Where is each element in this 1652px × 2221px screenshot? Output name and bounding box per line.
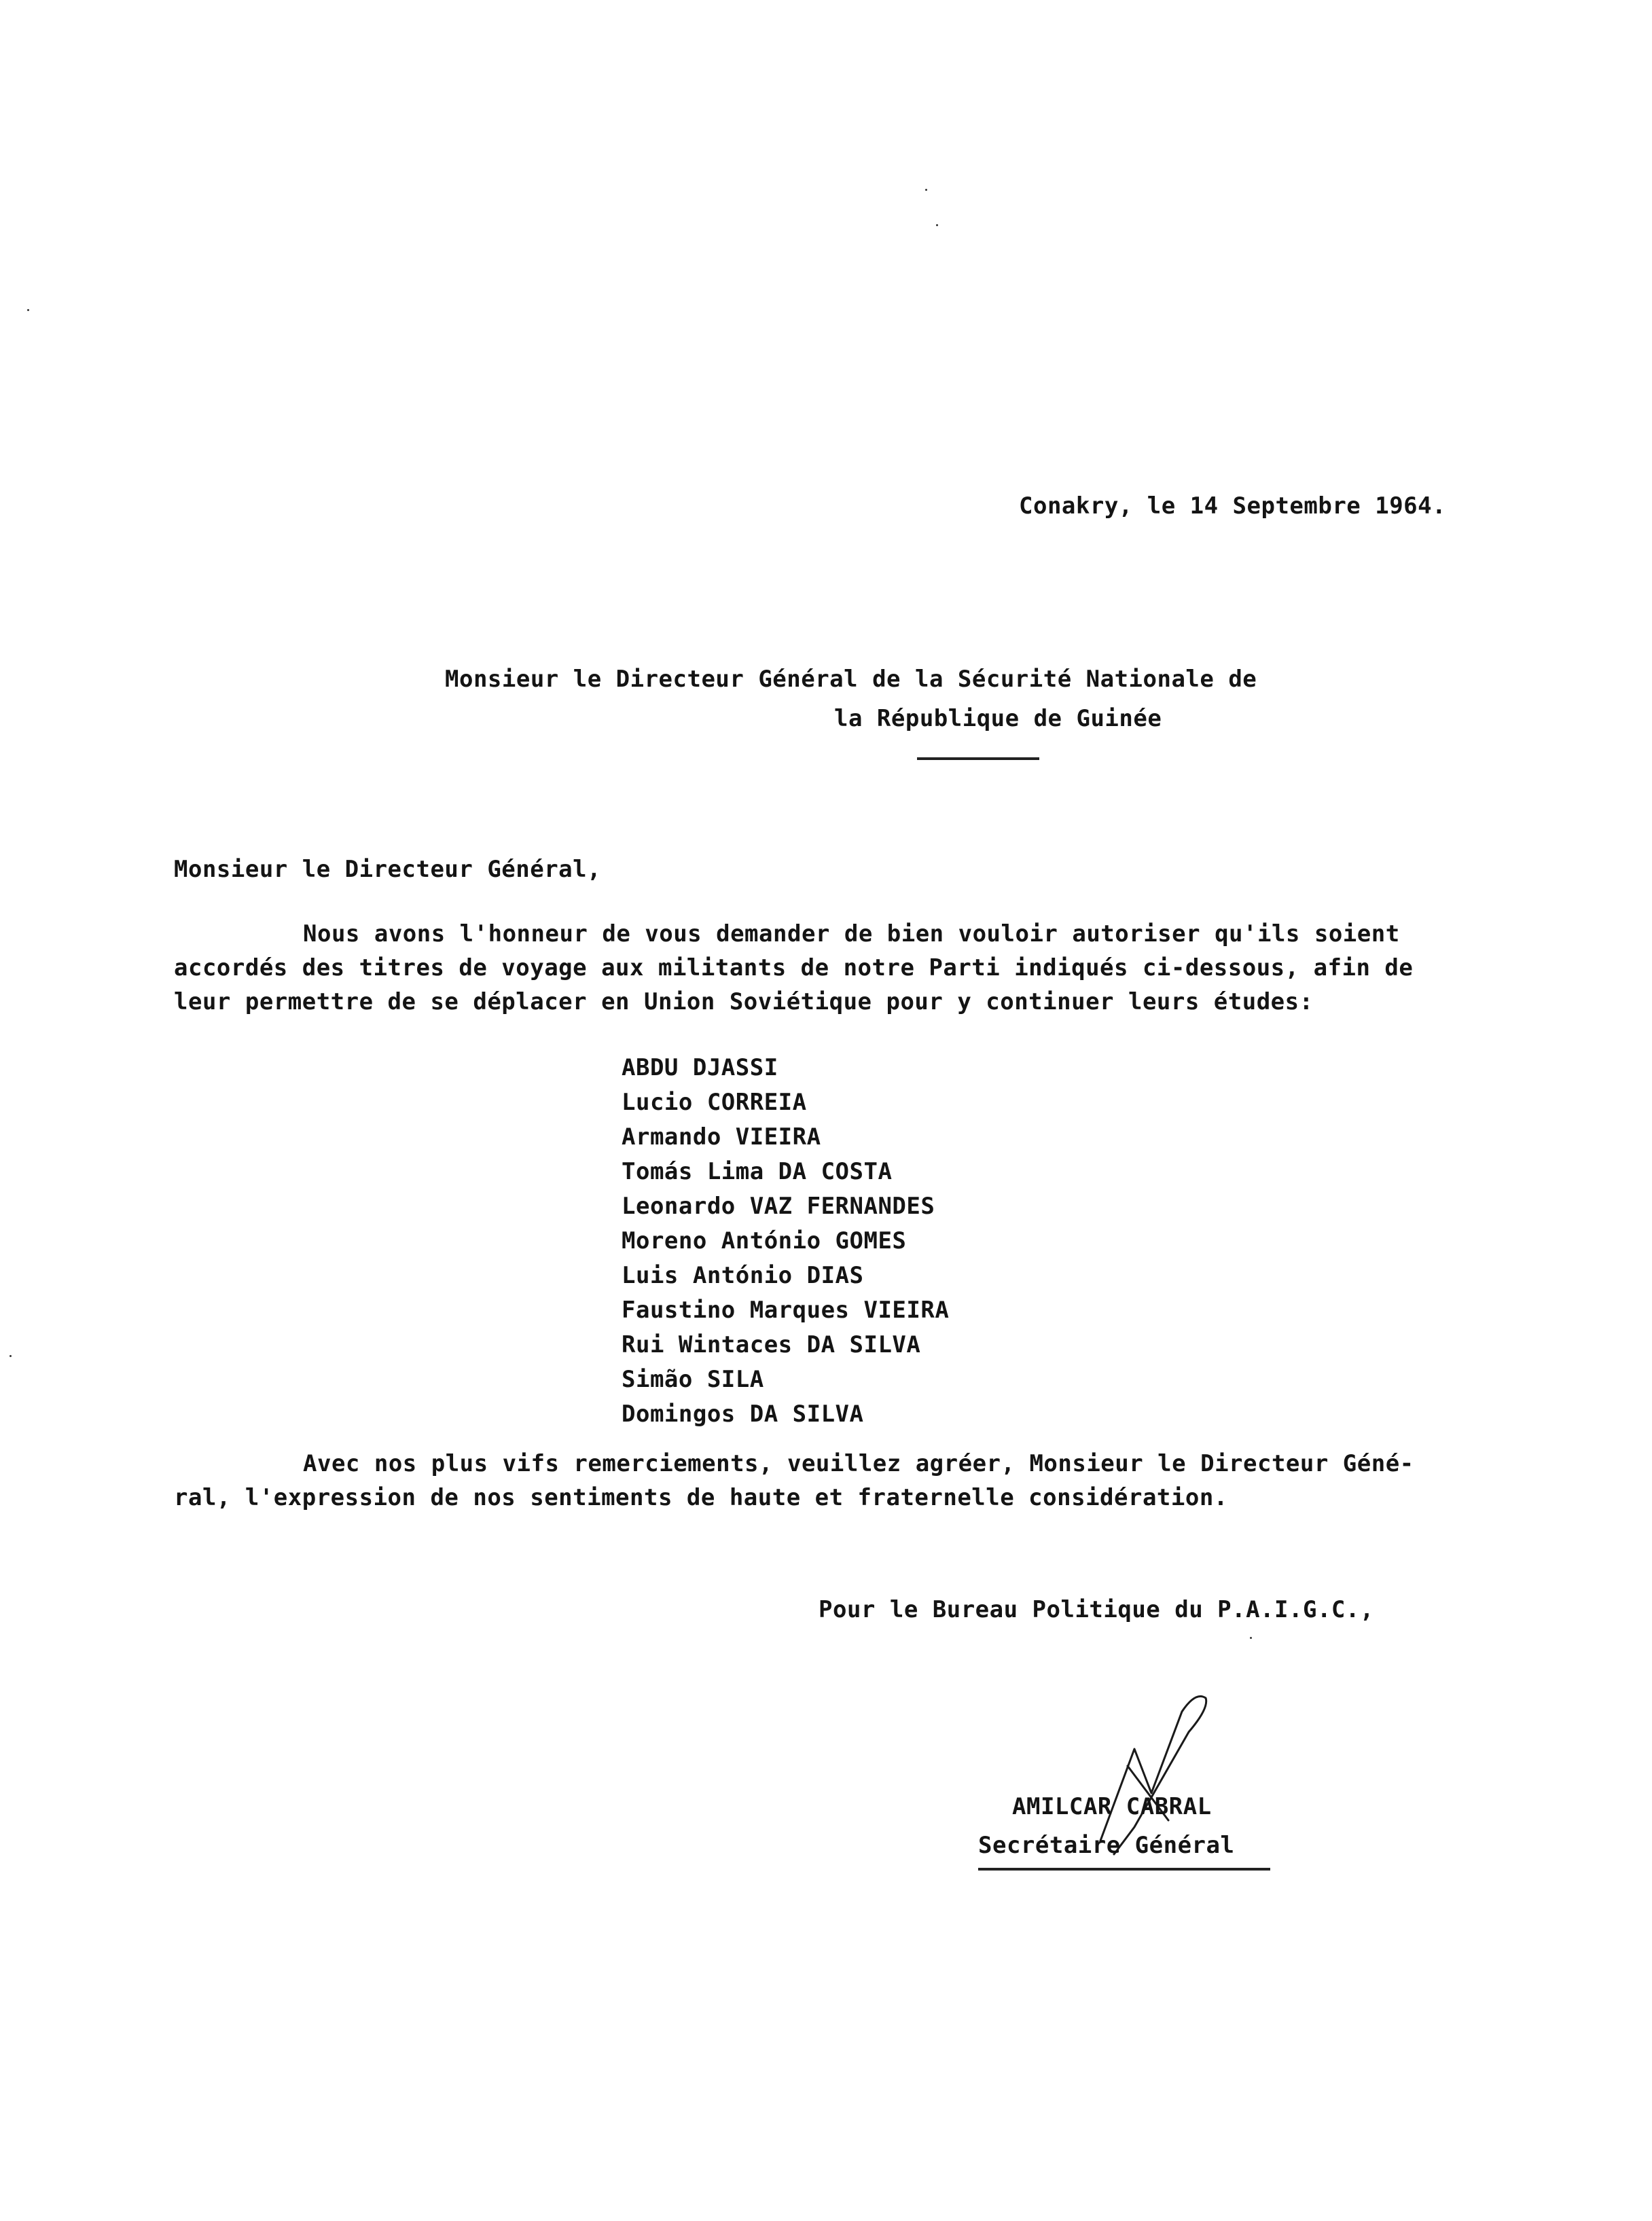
list-item: Armando VIEIRA	[622, 1123, 821, 1151]
paper-speck	[936, 224, 938, 226]
closing-paragraph	[174, 1447, 1566, 1515]
body-line: Nous avons l'honneur de vous demander de bien vouloir autoriser qu'ils soient	[303, 920, 1400, 947]
body-paragraph	[174, 917, 1566, 1019]
addressee-line-1: Monsieur le Directeur Général de la Sécurité Nationale de	[445, 666, 1257, 693]
letter-date: Conakry, le 14 Septembre 1964.	[1019, 492, 1447, 520]
paper-speck	[10, 1355, 12, 1357]
list-item: ABDU DJASSI	[622, 1054, 778, 1081]
closing-line: Avec nos plus vifs remerciements, veuillez agréer, Monsieur le Directeur Géné-	[303, 1450, 1414, 1477]
list-item: Moreno António GOMES	[622, 1227, 907, 1254]
list-item: Faustino Marques VIEIRA	[622, 1297, 950, 1324]
signatory-title: Secrétaire Général	[978, 1832, 1235, 1859]
list-item: Tomás Lima DA COSTA	[622, 1158, 893, 1185]
addressee-line-2: la République de Guinée	[834, 705, 1162, 732]
list-item: Simão SILA	[622, 1366, 764, 1393]
paper-speck	[1250, 1637, 1252, 1639]
paper-speck	[27, 309, 29, 311]
militant-names-list	[622, 1051, 949, 1432]
sign-off: Pour le Bureau Politique du P.A.I.G.C.,	[819, 1596, 1374, 1623]
list-item: Leonardo VAZ FERNANDES	[622, 1193, 935, 1220]
addressee-underline	[917, 757, 1039, 760]
list-item: Lucio CORREIA	[622, 1089, 807, 1116]
paper-speck	[925, 189, 927, 191]
closing-line: ral, l'expression de nos sentiments de haute et fraternelle considération.	[174, 1484, 1228, 1511]
signatory-name: AMILCAR CABRAL	[1012, 1793, 1212, 1820]
list-item: Luis António DIAS	[622, 1262, 864, 1289]
salutation: Monsieur le Directeur Général,	[174, 856, 602, 883]
list-item: Domingos DA SILVA	[622, 1401, 864, 1428]
body-line: accordés des titres de voyage aux militants de notre Parti indiqués ci-dessous, afin de	[174, 954, 1414, 981]
list-item: Rui Wintaces DA SILVA	[622, 1331, 921, 1358]
body-line: leur permettre de se déplacer en Union Soviétique pour y continuer leurs études:	[174, 988, 1314, 1015]
signature-underline	[978, 1868, 1270, 1871]
